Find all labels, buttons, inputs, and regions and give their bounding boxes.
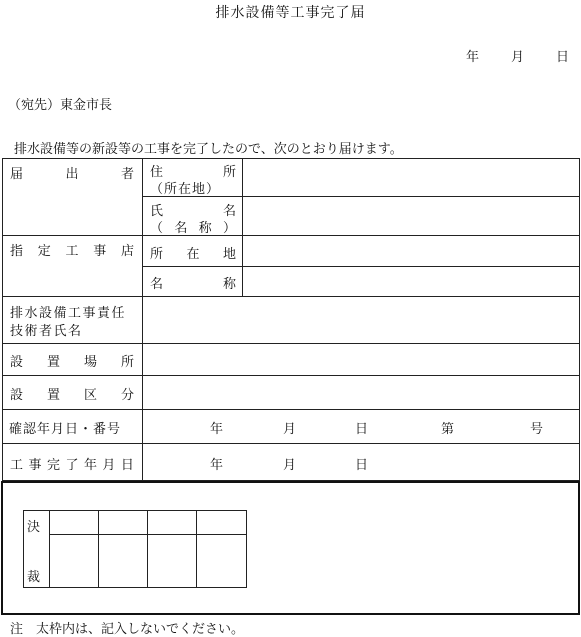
contractor-name-field[interactable] bbox=[244, 268, 578, 295]
name-label-char: 名 bbox=[222, 204, 236, 219]
notifier-label-char: 届 bbox=[10, 167, 24, 182]
contractor-label-char: 店 bbox=[120, 244, 134, 259]
contractor-name-char: 称 bbox=[222, 277, 236, 292]
confirm-year: 年 bbox=[210, 422, 224, 437]
confirm-number-prefix: 第 bbox=[441, 422, 455, 437]
addressee: （宛先）東金市長 bbox=[8, 98, 113, 113]
confirm-month: 月 bbox=[283, 422, 297, 437]
paren-open: （ bbox=[150, 221, 164, 236]
address-sub-label: （所在地） bbox=[150, 182, 221, 197]
location-label-char: 地 bbox=[222, 247, 236, 262]
engineer-name-field[interactable] bbox=[144, 298, 578, 342]
name-sub-char: 名 bbox=[174, 221, 188, 236]
completion-month: 月 bbox=[283, 458, 297, 473]
table-sublabel-divider bbox=[242, 158, 243, 296]
completion-char: 年 bbox=[83, 458, 97, 473]
completion-char: 了 bbox=[65, 458, 79, 473]
install-place-char: 場 bbox=[83, 355, 97, 370]
completion-year: 年 bbox=[210, 458, 224, 473]
approval-grid-line bbox=[49, 510, 50, 588]
table-border-left bbox=[2, 158, 3, 481]
address-label-char: 住 bbox=[150, 165, 164, 180]
contractor-label bbox=[10, 240, 134, 259]
engineer-label-line1: 排水設備工事責任 bbox=[10, 306, 127, 321]
table-line bbox=[2, 235, 580, 236]
name-label-char: 氏 bbox=[150, 204, 164, 219]
install-area-char: 区 bbox=[83, 388, 97, 403]
completion-char: 月 bbox=[102, 458, 116, 473]
confirm-label: 確認年月日・番号 bbox=[9, 422, 122, 437]
engineer-label-line2: 技術者氏名 bbox=[10, 324, 83, 339]
install-place-field[interactable] bbox=[144, 345, 578, 374]
table-border-right bbox=[579, 158, 580, 481]
confirm-day: 日 bbox=[355, 422, 369, 437]
location-label-char: 在 bbox=[186, 247, 200, 262]
notifier-label bbox=[10, 163, 134, 182]
date-day-label: 日 bbox=[556, 50, 570, 65]
approval-grid-line bbox=[98, 510, 99, 588]
table-line bbox=[2, 296, 580, 297]
date-month-label: 月 bbox=[511, 50, 525, 65]
install-place-char: 設 bbox=[10, 355, 24, 370]
table-line bbox=[2, 375, 580, 376]
completion-day: 日 bbox=[355, 458, 369, 473]
approval-label-bottom: 裁 bbox=[27, 570, 41, 585]
install-place-char: 置 bbox=[46, 355, 60, 370]
location-label bbox=[150, 243, 236, 262]
completion-char: 事 bbox=[28, 458, 42, 473]
install-area-field[interactable] bbox=[144, 377, 578, 408]
table-label-divider bbox=[142, 158, 143, 481]
intro-text: 排水設備等の新設等の工事を完了したので、次のとおり届けます。 bbox=[14, 142, 403, 157]
notifier-label-char: 者 bbox=[120, 167, 134, 182]
contractor-location-field[interactable] bbox=[244, 237, 578, 265]
table-border-top bbox=[2, 158, 580, 159]
approval-grid-line bbox=[49, 534, 247, 535]
footer-note: 注 太枠内は、記入しないでください。 bbox=[10, 622, 245, 637]
install-place-label bbox=[10, 351, 134, 370]
table-line bbox=[142, 266, 580, 267]
approval-grid bbox=[23, 510, 247, 588]
approval-label-top: 決 bbox=[27, 520, 41, 535]
approval-grid-line bbox=[196, 510, 197, 588]
name-field[interactable] bbox=[244, 198, 578, 234]
contractor-name-label bbox=[150, 273, 236, 292]
date-year-label: 年 bbox=[466, 50, 480, 65]
contractor-name-char: 名 bbox=[150, 277, 164, 292]
contractor-label-char: 工 bbox=[65, 244, 79, 259]
install-area-char: 置 bbox=[46, 388, 60, 403]
completion-char: 日 bbox=[120, 458, 134, 473]
confirm-number-suffix: 号 bbox=[530, 422, 544, 437]
install-place-char: 所 bbox=[120, 355, 134, 370]
contractor-label-char: 指 bbox=[10, 244, 24, 259]
table-line bbox=[2, 443, 580, 444]
address-label-char: 所 bbox=[222, 165, 236, 180]
completion-char: 工 bbox=[10, 458, 24, 473]
name-sub-label bbox=[150, 217, 236, 236]
install-area-char: 設 bbox=[10, 388, 24, 403]
address-field[interactable] bbox=[244, 160, 578, 195]
form-title: 排水設備等工事完了届 bbox=[215, 5, 366, 21]
completion-label bbox=[10, 454, 134, 473]
approval-grid-line bbox=[147, 510, 148, 588]
install-area-label bbox=[10, 384, 134, 403]
contractor-label-char: 事 bbox=[93, 244, 107, 259]
name-sub-char: 称 bbox=[198, 221, 212, 236]
table-line bbox=[2, 343, 580, 344]
paren-close: ） bbox=[222, 221, 236, 236]
install-area-char: 分 bbox=[120, 388, 134, 403]
location-label-char: 所 bbox=[150, 247, 164, 262]
notifier-label-char: 出 bbox=[65, 167, 79, 182]
contractor-label-char: 定 bbox=[37, 244, 51, 259]
completion-char: 完 bbox=[46, 458, 60, 473]
table-line bbox=[2, 409, 580, 410]
